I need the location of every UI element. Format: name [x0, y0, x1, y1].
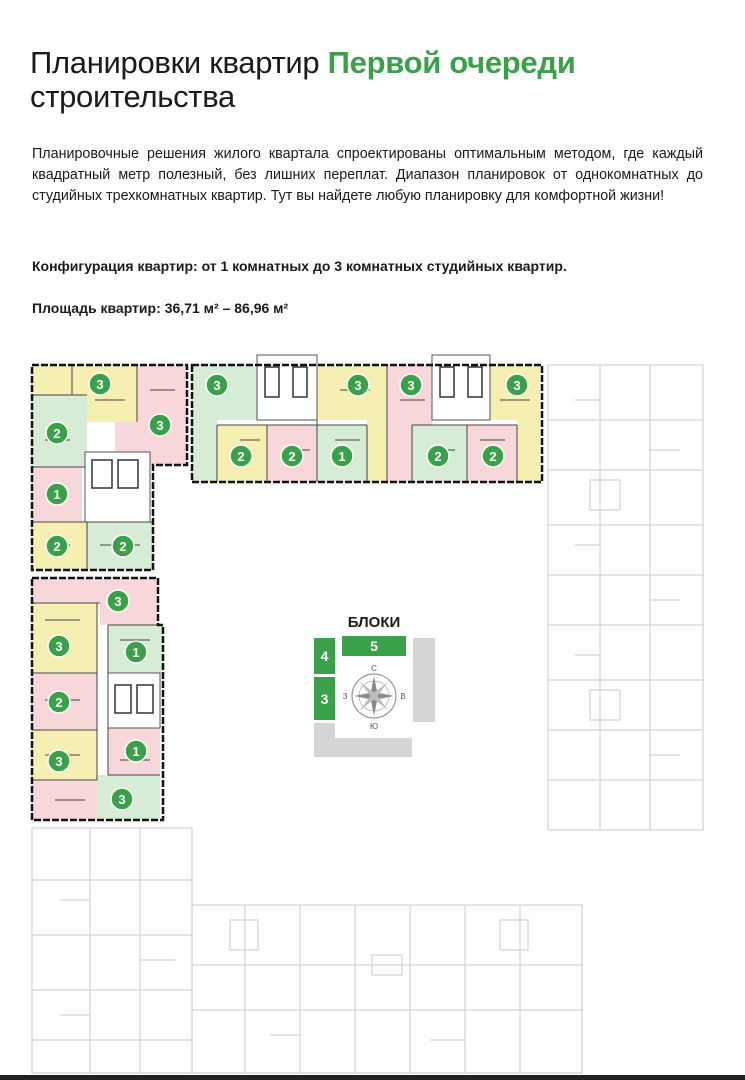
description-text: Планировочные решения жилого квартала спроектированы оптимальным методом, где каждый квадратный метр полезный, без лишних переплат. Диапазон планировок от однокомнатных до студийных трехкомнатных квартир. Тут вы найдете любую планировку для комфортной жизни!: [32, 146, 703, 204]
room-badge[interactable]: [46, 483, 68, 505]
badge-label: 2: [53, 426, 61, 441]
badge-label: 1: [132, 744, 140, 759]
room-badge[interactable]: [331, 445, 353, 467]
badge-label: 3: [354, 378, 362, 393]
room-badge[interactable]: [48, 635, 70, 657]
badge-label: 2: [288, 449, 296, 464]
area-value: 36,71 м² – 86,96 м²: [164, 300, 289, 316]
compass-north: С: [371, 664, 377, 673]
legend-title: БЛОКИ: [347, 614, 401, 631]
faded-building-right: [548, 365, 703, 830]
room-badge[interactable]: [427, 445, 449, 467]
room-badge[interactable]: [112, 535, 134, 557]
room-badge[interactable]: [125, 740, 147, 762]
badge-label: 3: [156, 418, 164, 433]
legend-block-3-label: 3: [320, 691, 329, 707]
badge-label: 2: [237, 449, 245, 464]
room-badge[interactable]: [506, 374, 528, 396]
room-badge[interactable]: [206, 374, 228, 396]
room-badge[interactable]: [281, 445, 303, 467]
title-part2: строительства: [30, 79, 235, 114]
room-badge[interactable]: [111, 788, 133, 810]
room-badge[interactable]: [48, 750, 70, 772]
badge-label: 3: [513, 378, 521, 393]
compass-icon: [343, 664, 406, 731]
floor-plan: [0, 340, 745, 1075]
badge-label: 2: [489, 449, 497, 464]
room-badge[interactable]: [125, 641, 147, 663]
badge-label: 3: [407, 378, 415, 393]
room-badge[interactable]: [48, 691, 70, 713]
legend-block-3[interactable]: [314, 677, 335, 720]
page-title: [30, 46, 575, 114]
badge-label: 2: [119, 539, 127, 554]
legend-block-4-label: 4: [320, 648, 329, 664]
room-badge[interactable]: [482, 445, 504, 467]
room-badge[interactable]: [230, 445, 252, 467]
legend-block-5-label: 5: [370, 638, 378, 654]
badge-label: 2: [53, 539, 61, 554]
badge-label: 3: [96, 377, 104, 392]
area-label: Площадь квартир:: [32, 300, 161, 316]
area-text: [32, 300, 288, 316]
badge-label: 2: [434, 449, 442, 464]
title-accent: Первой очереди: [327, 45, 576, 80]
faded-building-bottom: [32, 828, 582, 1073]
room-badge[interactable]: [107, 590, 129, 612]
bottom-divider: [0, 1075, 745, 1080]
compass-east: В: [400, 692, 406, 701]
compass-south: Ю: [369, 722, 379, 731]
room-badge[interactable]: [89, 373, 111, 395]
badge-label: 3: [55, 639, 63, 654]
title-part1: Планировки квартир: [30, 45, 320, 80]
badge-label: 1: [53, 487, 61, 502]
room-badge[interactable]: [347, 374, 369, 396]
badge-label: 3: [213, 378, 221, 393]
badge-label: 2: [55, 695, 63, 710]
configuration-text: Конфигурация квартир: от 1 комнатных до 3 комнатных студийных квартир.: [32, 258, 567, 274]
blocks-legend: [314, 614, 435, 757]
room-badge[interactable]: [46, 422, 68, 444]
badge-label: 3: [114, 594, 122, 609]
badge-label: 3: [118, 792, 126, 807]
room-badge[interactable]: [400, 374, 422, 396]
badge-label: 3: [55, 754, 63, 769]
badge-label: 1: [132, 645, 140, 660]
legend-block-4[interactable]: [314, 638, 335, 674]
badge-label: 1: [338, 449, 346, 464]
room-badge[interactable]: [149, 414, 171, 436]
legend-block-5[interactable]: [342, 636, 406, 656]
compass-west: З: [342, 692, 348, 701]
room-badge[interactable]: [46, 535, 68, 557]
